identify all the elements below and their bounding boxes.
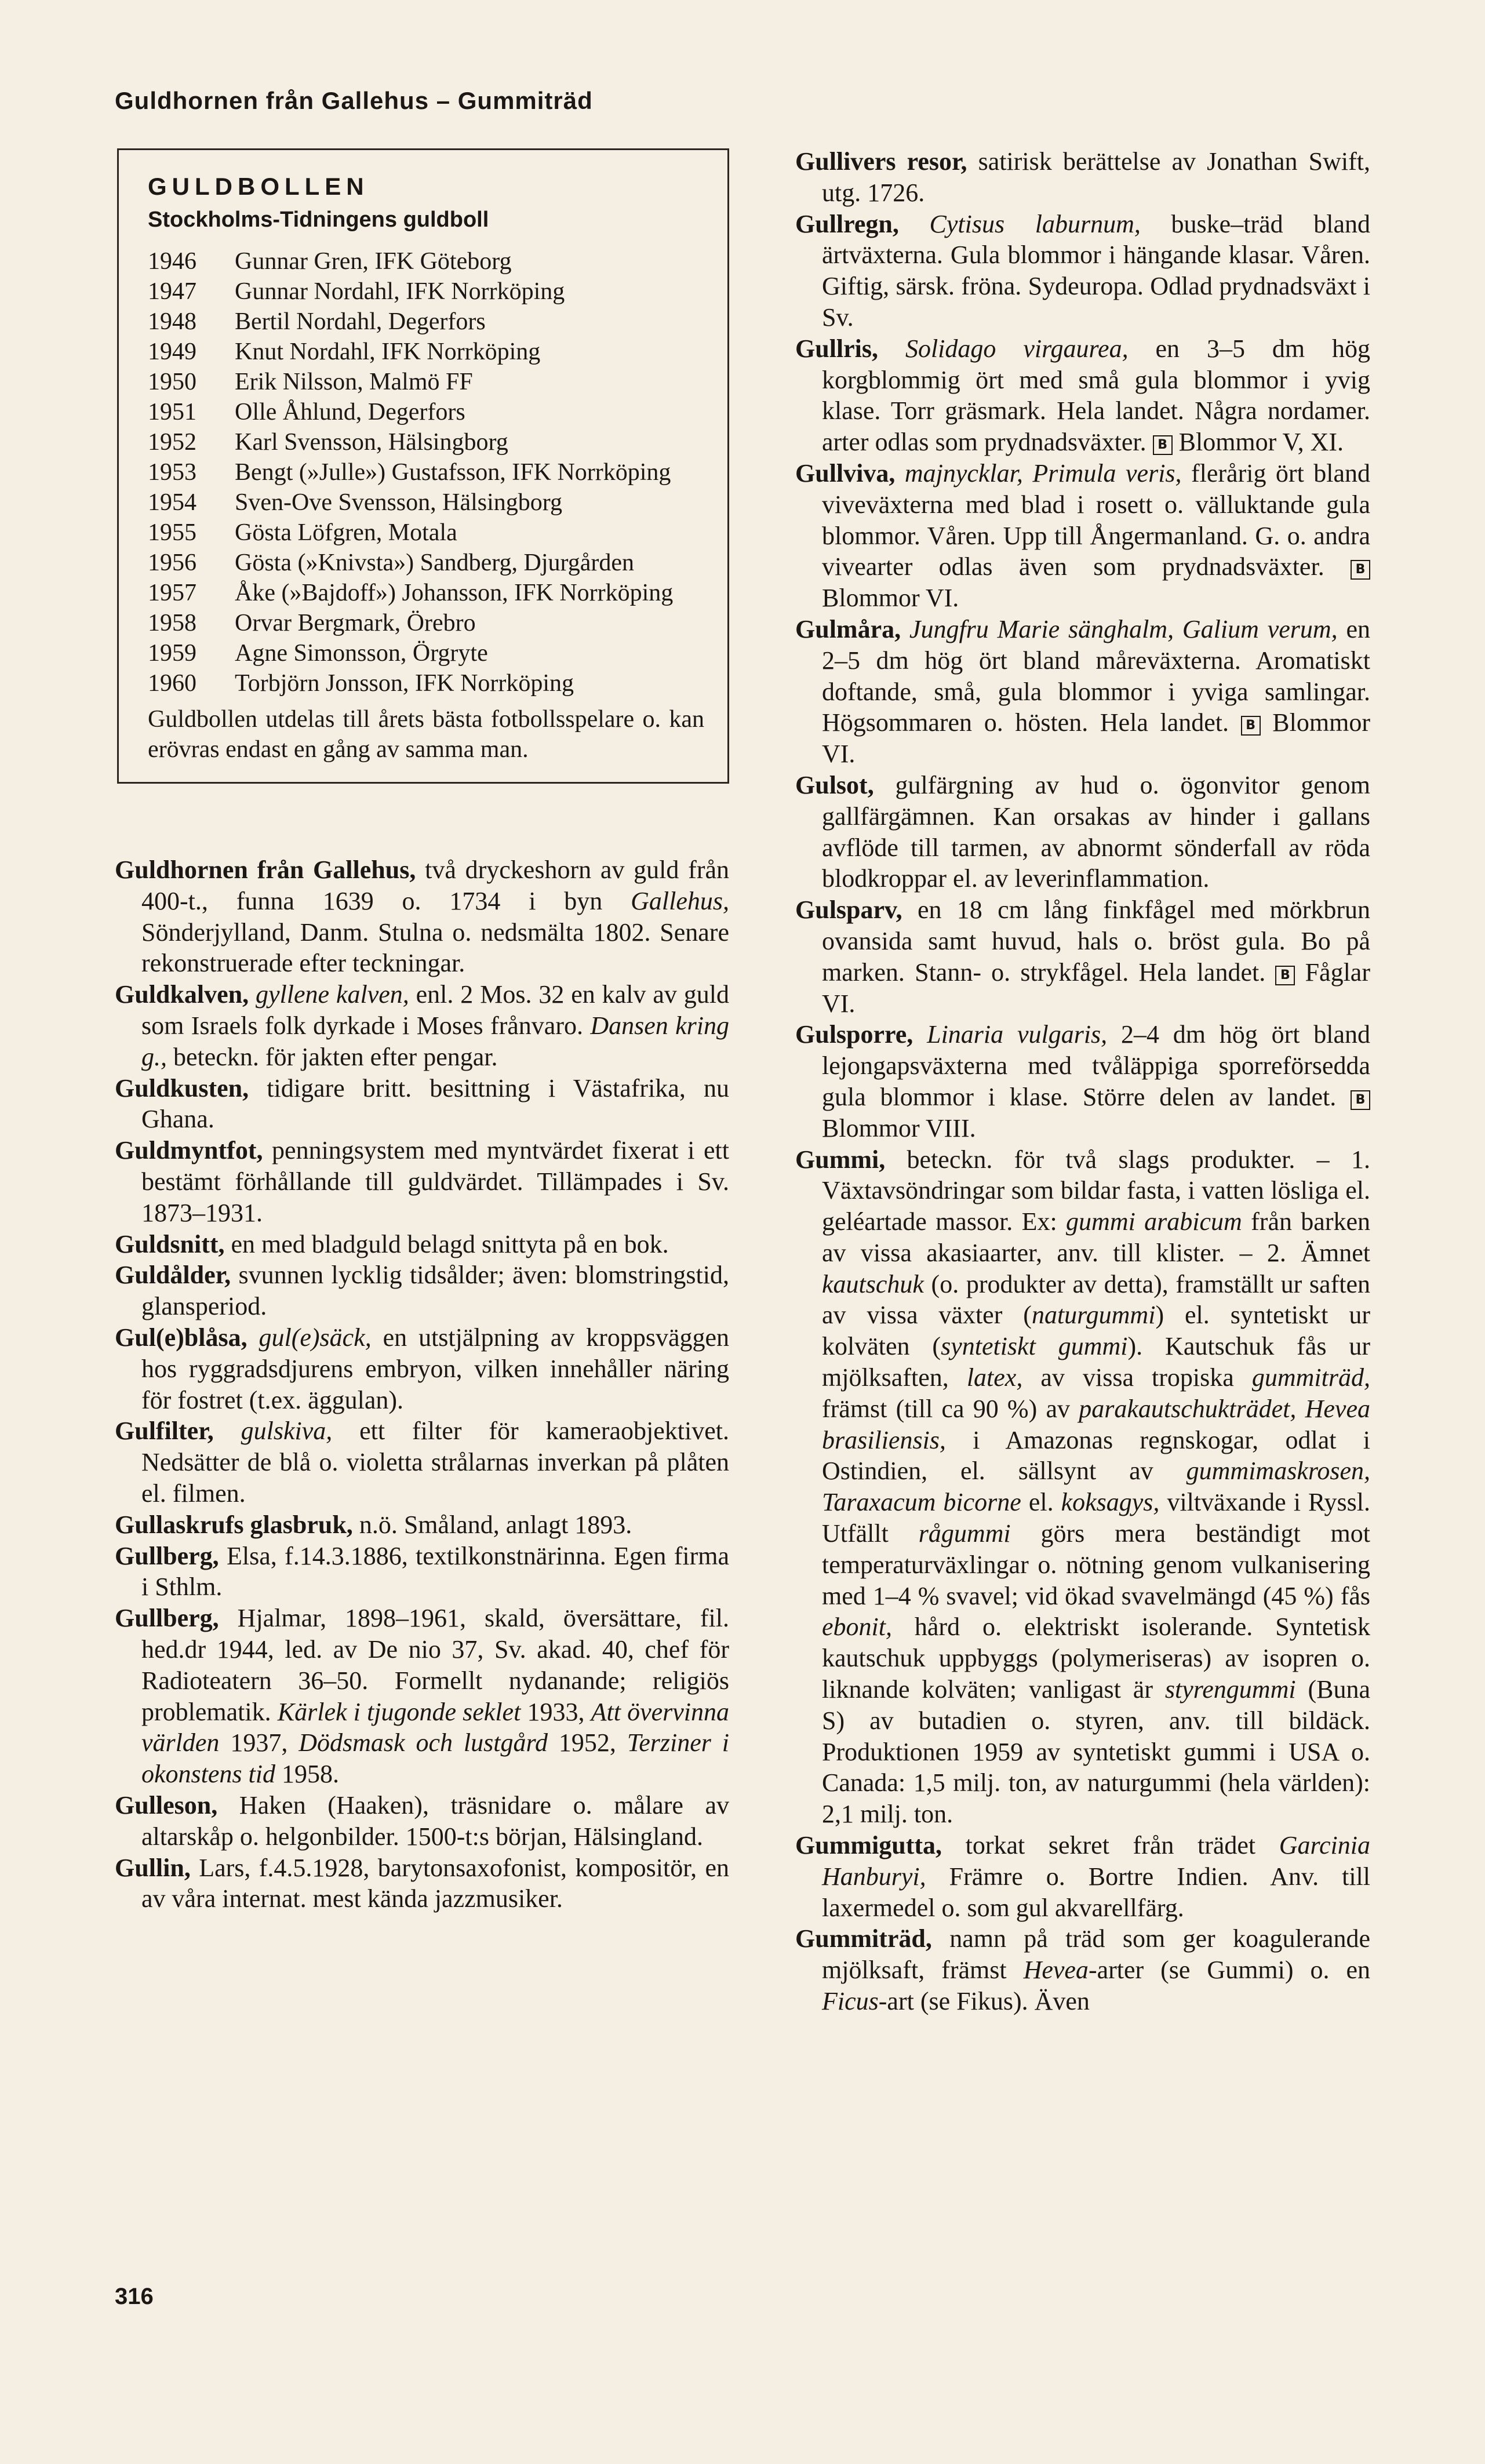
dictionary-entry xyxy=(115,1260,729,1322)
entry-italic-text: naturgummi xyxy=(1031,1301,1156,1330)
dictionary-entry xyxy=(795,1144,1370,1830)
entry-text xyxy=(901,615,909,643)
entry-italic-text: Linaria vulgaris, xyxy=(927,1020,1108,1049)
winner-year: 1951 xyxy=(148,399,196,425)
dictionary-entry xyxy=(795,614,1370,770)
entry-italic-text: parakautschukträdet, Hevea brasiliensis, xyxy=(822,1394,1370,1454)
entry-italic-text: Hevea xyxy=(1023,1956,1089,1985)
entry-text: Hjalmar, 1898–1961, skald, översättare, fil. hed.dr 1944, led. av De nio 37, Sv. akad. 40, chef för Radioteatern 36–50. Formellt nydanande; religiös problematik. xyxy=(141,1604,729,1726)
entry-text: ). Kautschuk fås ur mjölksaften, xyxy=(822,1332,1371,1392)
winner-row xyxy=(148,427,704,457)
left-entries xyxy=(115,854,729,1915)
entry-text: enl. 2 Mos. 32 en kalv av guld som Israels folk dyrkade i Moses frånvaro. xyxy=(141,980,729,1040)
winner-name: Gösta Löfgren, Motala xyxy=(235,519,457,546)
box-subtitle: Stockholms-Tidningens guldboll xyxy=(148,208,489,232)
entry-headword: Guldhornen från Gallehus, xyxy=(115,856,416,884)
entry-headword: Guldmyntfot, xyxy=(115,1136,263,1165)
entry-italic-text: gummiträd, xyxy=(1251,1363,1370,1392)
entry-text: i Amazonas regnskogar, odlat i Ostindien, el. sällsynt av xyxy=(822,1425,1370,1486)
entry-text: en med bladguld belagd snittyta på en bok. xyxy=(224,1229,669,1258)
dictionary-entry xyxy=(795,333,1370,458)
dictionary-entry xyxy=(795,146,1370,209)
winner-year: 1948 xyxy=(148,308,196,335)
winner-row xyxy=(148,276,704,307)
entry-italic-text: majnycklar, Primula veris, xyxy=(904,458,1182,487)
winner-row xyxy=(148,638,704,668)
entry-headword: Guldkalven, xyxy=(115,980,249,1009)
entry-text: 2–4 dm hög ört bland lejongapsväxterna med tvåläppiga sporreförsedda gula blommor i klase. Större delen av landet. xyxy=(822,1020,1370,1111)
entry-text: en utstjälpning av kroppsväggen hos ryggradsdjurens embryon, vilken innehåller näring för fostret (t.ex. äggulan). xyxy=(141,1323,730,1414)
winner-name: Knut Nordahl, IFK Norrköping xyxy=(235,339,541,365)
winner-row xyxy=(148,487,704,518)
entry-text: en 18 cm lång finkfågel med mörkbrun ovansida samt huvud, hals o. bröst gula. Bo på marken. Stann- o. strykfågel. Hela landet. xyxy=(822,896,1370,987)
dictionary-entry xyxy=(115,1322,729,1415)
entry-italic-text: Cytisus laburnum, xyxy=(929,209,1141,238)
winner-row xyxy=(148,608,704,638)
entry-text: -art (se Fikus). Även xyxy=(878,1987,1090,2016)
entry-text: beteckn. för jakten efter pengar. xyxy=(167,1042,498,1071)
entry-headword: Gullregn, xyxy=(795,209,899,238)
winner-name: Erik Nilsson, Malmö FF xyxy=(235,369,473,395)
entry-italic-text: Dödsmask och lustgård xyxy=(299,1728,548,1757)
dictionary-entry xyxy=(795,1830,1370,1923)
entry-italic-text: Jungfru Marie sänghalm, Galium verum, xyxy=(909,614,1338,643)
winners-list xyxy=(148,246,704,698)
entry-italic-text: Terziner i okonstens tid xyxy=(141,1728,730,1789)
entry-text xyxy=(913,1020,927,1049)
entry-headword: Gullviva, xyxy=(795,458,896,487)
dictionary-entry xyxy=(115,1415,729,1509)
right-entries xyxy=(795,146,1370,2017)
entry-italic-text: rågummi xyxy=(918,1519,1011,1548)
entry-text: Lars, f.4.5.1928, barytonsaxofonist, kompositör, en av våra internat. mest kända jazzmusiker. xyxy=(141,1853,729,1913)
illustration-ref-icon: B xyxy=(1351,560,1370,580)
entry-text: beteckn. för två slags produkter. – 1. Växtavsöndringar som bildar fasta, i vatten lösliga el. geléartade massor. Ex: xyxy=(822,1145,1370,1236)
entry-headword: Gullberg, xyxy=(115,1541,219,1570)
entry-headword: Gulmåra, xyxy=(795,614,901,643)
entry-headword: Guldkusten, xyxy=(115,1073,249,1102)
winner-row xyxy=(148,246,704,276)
dictionary-entry xyxy=(115,979,729,1072)
illustration-ref-icon: B xyxy=(1351,1090,1370,1110)
entry-text: flerårig ört bland viveväxterna med blad i rosett o. välluktande gula blommor. Våren. Upp till Ångermanland. G. o. andra vivearter odlas även som prydnadsväxter. xyxy=(822,458,1370,581)
winner-year: 1958 xyxy=(148,610,196,636)
illustration-ref-icon: B xyxy=(1241,716,1261,736)
winner-row xyxy=(148,518,704,548)
entry-text xyxy=(249,980,256,1009)
winner-row xyxy=(148,578,704,608)
entry-italic-text: Garcinia Hanburyi, xyxy=(822,1831,1370,1891)
entry-text: från barken av vissa akasiaarter, anv. till klister. – 2. Ämnet xyxy=(822,1207,1371,1267)
entry-text: Elsa, f.14.3.1886, textilkonstnärinna. Egen firma i Sthlm. xyxy=(141,1541,729,1602)
winner-name: Karl Svensson, Hälsingborg xyxy=(235,429,508,456)
entry-italic-text: Dansen kring g., xyxy=(141,1011,729,1071)
entry-headword: Gummi, xyxy=(795,1145,886,1174)
entry-text: tidigare britt. besittning i Västafrika, nu Ghana. xyxy=(141,1073,729,1134)
entry-italic-text: Att övervinna världen xyxy=(141,1697,730,1757)
entry-text: Blommor VIII. xyxy=(822,1113,976,1142)
entry-text: två dryckeshorn av guld från 400-t., funna 1639 o. 1734 i byn xyxy=(141,856,730,915)
winner-row xyxy=(148,367,704,397)
guldbollen-box xyxy=(117,148,729,784)
entry-italic-text: kautschuk xyxy=(822,1269,924,1298)
winner-row xyxy=(148,337,704,367)
dictionary-entry xyxy=(115,1509,729,1541)
winner-year: 1947 xyxy=(148,278,196,305)
page-number: 316 xyxy=(115,2284,154,2309)
winner-name: Sven-Ove Svensson, Hälsingborg xyxy=(235,489,563,516)
entry-text: Sönderjylland, Danm. Stulna o. nedsmälta 1802. Senare rekonstruerade efter teckningar. xyxy=(141,918,729,978)
entry-text: el. xyxy=(1021,1488,1061,1517)
winner-year: 1959 xyxy=(148,640,196,667)
entry-text: en 2–5 dm hög ört bland måreväxterna. Aromatiskt doftande, små, gula blommor i yviga samlingar. Högsommaren o. hösten. Hela landet. xyxy=(822,614,1370,737)
entry-text: n.ö. Småland, anlagt 1893. xyxy=(352,1510,632,1539)
entry-italic-text: latex, xyxy=(966,1363,1023,1392)
winner-name: Bengt (»Julle») Gustafsson, IFK Norrköping xyxy=(235,459,671,486)
dictionary-entry xyxy=(115,1852,729,1915)
entry-headword: Gulsporre, xyxy=(795,1020,913,1049)
entry-text: 1937, xyxy=(219,1728,299,1757)
entry-text: ett filter för kameraobjektivet. Nedsätter de blå o. violetta strålarnas inverkan på plåten el. filmen. xyxy=(141,1417,729,1508)
entry-italic-text: gulskiva, xyxy=(241,1417,333,1446)
entry-headword: Gulfilter, xyxy=(115,1417,214,1446)
dictionary-entry xyxy=(795,1923,1370,2017)
dictionary-entry xyxy=(115,1229,729,1260)
entry-text: ) el. syntetiskt ur kolväten ( xyxy=(822,1301,1370,1361)
entry-text: (o. produkter av detta), framställt ur saften av vissa växter ( xyxy=(822,1269,1370,1330)
entry-italic-text: gyllene kalven, xyxy=(256,980,409,1009)
entry-text xyxy=(214,1417,241,1445)
entry-headword: Guldålder, xyxy=(115,1261,231,1290)
running-head: Guldhornen från Gallehus – Gummiträd xyxy=(115,87,593,114)
box-title: GULDBOLLEN xyxy=(148,173,369,200)
winner-year: 1946 xyxy=(148,248,196,275)
entry-text: görs mera beständigt mot temperaturväxlingar o. nötning genom vulkanisering med 1–4 % svavel; vid ökad svavelmängd (45 %) fås xyxy=(822,1519,1370,1610)
winner-row xyxy=(148,397,704,427)
dictionary-entry xyxy=(115,1790,729,1852)
winner-year: 1955 xyxy=(148,519,196,546)
winner-row xyxy=(148,457,704,487)
winner-year: 1953 xyxy=(148,459,196,486)
dictionary-entry xyxy=(115,1603,729,1790)
entry-text: 1958. xyxy=(275,1760,339,1789)
entry-headword: Gullaskrufs glasbruk, xyxy=(115,1510,353,1539)
dictionary-entry xyxy=(115,1073,729,1135)
entry-headword: Gulleson, xyxy=(115,1790,218,1819)
left-column xyxy=(115,148,729,1915)
entry-headword: Gullin, xyxy=(115,1853,191,1882)
winner-year: 1952 xyxy=(148,429,196,456)
winner-year: 1950 xyxy=(148,369,196,395)
dictionary-entry xyxy=(795,770,1370,894)
entry-headword: Guldsnitt, xyxy=(115,1229,225,1258)
entry-headword: Gulsot, xyxy=(795,770,874,799)
entry-text: penningsystem med myntvärdet fixerat i ett bestämt förhållande till guldvärdet. Tillämpades i Sv. 1873–1931. xyxy=(141,1136,729,1227)
entry-headword: Gullberg, xyxy=(115,1604,219,1633)
entry-headword: Gullivers resor, xyxy=(795,147,967,176)
entry-text: Blommor VI. xyxy=(822,584,959,613)
entry-text xyxy=(878,334,905,363)
entry-text: satirisk berättelse av Jonathan Swift, utg. 1726. xyxy=(822,147,1370,207)
winner-name: Gösta (»Knivsta») Sandberg, Djurgården xyxy=(235,549,634,576)
entry-text: 1933, xyxy=(521,1697,591,1726)
entry-headword: Gulsparv, xyxy=(795,896,902,925)
entry-text: Fåglar VI. xyxy=(822,958,1370,1018)
winner-row xyxy=(148,668,704,698)
dictionary-entry xyxy=(795,458,1370,614)
entry-italic-text: gummimaskrosen, Taraxacum bicorne xyxy=(822,1457,1370,1517)
winner-name: Gunnar Gren, IFK Göteborg xyxy=(235,248,512,275)
dictionary-entry xyxy=(115,854,729,979)
entry-headword: Gul(e)blåsa, xyxy=(115,1323,248,1352)
entry-text: -arter (se Gummi) o. en xyxy=(1088,1956,1370,1985)
winner-name: Agne Simonsson, Örgryte xyxy=(235,640,488,667)
entry-text: (Buna S) av butadien o. styren, anv. till bildäck. Produktionen 1959 av syntetiskt gummi i USA o. Canada: 1,5 milj. ton, av naturgummi (hela världen): 2,1 milj. ton. xyxy=(822,1675,1370,1829)
winner-row xyxy=(148,307,704,337)
entry-text: torkat sekret från trädet xyxy=(942,1831,1279,1860)
illustration-ref-icon: B xyxy=(1275,966,1295,985)
illustration-ref-icon: B xyxy=(1153,435,1173,455)
entry-text xyxy=(895,459,904,487)
entry-italic-text: ebonit, xyxy=(822,1613,892,1642)
winner-row xyxy=(148,548,704,578)
winner-name: Bertil Nordahl, Degerfors xyxy=(235,308,486,335)
entry-headword: Gummiträd, xyxy=(795,1924,932,1953)
winner-year: 1956 xyxy=(148,549,196,576)
entry-text: Blommor VI. xyxy=(822,708,1370,769)
entry-italic-text: Solidago virgaurea, xyxy=(905,334,1129,363)
entry-text: främst (till ca 90 %) av xyxy=(822,1394,1079,1423)
entry-text: av vissa tropiska xyxy=(1022,1363,1252,1392)
winner-year: 1957 xyxy=(148,580,196,606)
entry-text: Blommor V, XI. xyxy=(1172,428,1344,457)
winner-name: Orvar Bergmark, Örebro xyxy=(235,610,476,636)
entry-text xyxy=(899,210,930,238)
entry-text xyxy=(248,1323,259,1352)
dictionary-entry xyxy=(115,1541,729,1603)
entry-italic-text: Ficus xyxy=(822,1987,879,2016)
entry-italic-text: gummi arabicum xyxy=(1066,1207,1242,1236)
entry-text: Främre o. Bortre Indien. Anv. till laxermedel o. som gul akvarellfärg. xyxy=(822,1862,1370,1922)
winner-name: Torbjörn Jonsson, IFK Norrköping xyxy=(235,670,574,697)
winner-year: 1954 xyxy=(148,489,196,516)
entry-text: gulfärgning av hud o. ögonvitor genom gallfärgämnen. Kan orsakas av hinder i gallans avflöde till tarmen, av abnormt sönderfall av röda blodkroppar el. av leverinflammation. xyxy=(822,770,1370,893)
winner-year: 1960 xyxy=(148,670,196,697)
dictionary-entry xyxy=(115,1135,729,1228)
winner-name: Olle Åhlund, Degerfors xyxy=(235,399,465,425)
entry-italic-text: Gallehus, xyxy=(631,886,729,915)
entry-headword: Gullris, xyxy=(795,334,879,363)
entry-text: buske–träd bland ärtväxterna. Gula blommor i hängande klasar. Våren. Giftig, särsk. fröna. Sydeuropa. Odlad prydnadsväxt i Sv. xyxy=(822,209,1370,332)
box-footer: Guldbollen utdelas till årets bästa fotbollsspelare o. kan erövras endast en gång av samma man. xyxy=(148,706,704,763)
winner-name: Gunnar Nordahl, IFK Norrköping xyxy=(235,278,565,305)
entry-text: hård o. elektriskt isolerande. Syntetisk kautschuk uppbyggs (polymeriseras) av isopren o. liknande kolväten; vanligast är xyxy=(822,1613,1370,1704)
entry-italic-text: gul(e)säck, xyxy=(259,1323,372,1352)
entry-italic-text: syntetiskt gummi xyxy=(941,1332,1128,1361)
entry-text: en 3–5 dm hög korgblommig ört med små gula blommor i yvig klase. Torr gräsmark. Hela landet. Några nordamer. arter odlas som prydnadsväxter. xyxy=(822,334,1371,457)
dictionary-entry xyxy=(795,1019,1370,1144)
entry-text: Haken (Haaken), träsnidare o. målare av altarskåp o. helgonbilder. 1500-t:s början, Hälsingland. xyxy=(141,1790,729,1851)
dictionary-entry xyxy=(795,894,1370,1019)
entry-text: svunnen lycklig tidsålder; även: blomstringstid, glansperiod. xyxy=(141,1261,729,1321)
entry-text: viltväxande i Ryssl. Utfällt xyxy=(822,1488,1371,1548)
entry-headword: Gummigutta, xyxy=(795,1831,942,1860)
entry-text: 1952, xyxy=(547,1728,627,1757)
entry-italic-text: koksagys, xyxy=(1061,1488,1160,1517)
dictionary-entry xyxy=(795,209,1370,333)
entry-italic-text: Kärlek i tjugonde seklet xyxy=(277,1697,521,1726)
entry-text: namn på träd som ger koagulerande mjölksaft, främst xyxy=(822,1924,1370,1985)
entry-italic-text: styrengummi xyxy=(1164,1675,1296,1704)
winner-name: Åke (»Bajdoff») Johansson, IFK Norrköping xyxy=(235,580,674,606)
winner-year: 1949 xyxy=(148,339,196,365)
